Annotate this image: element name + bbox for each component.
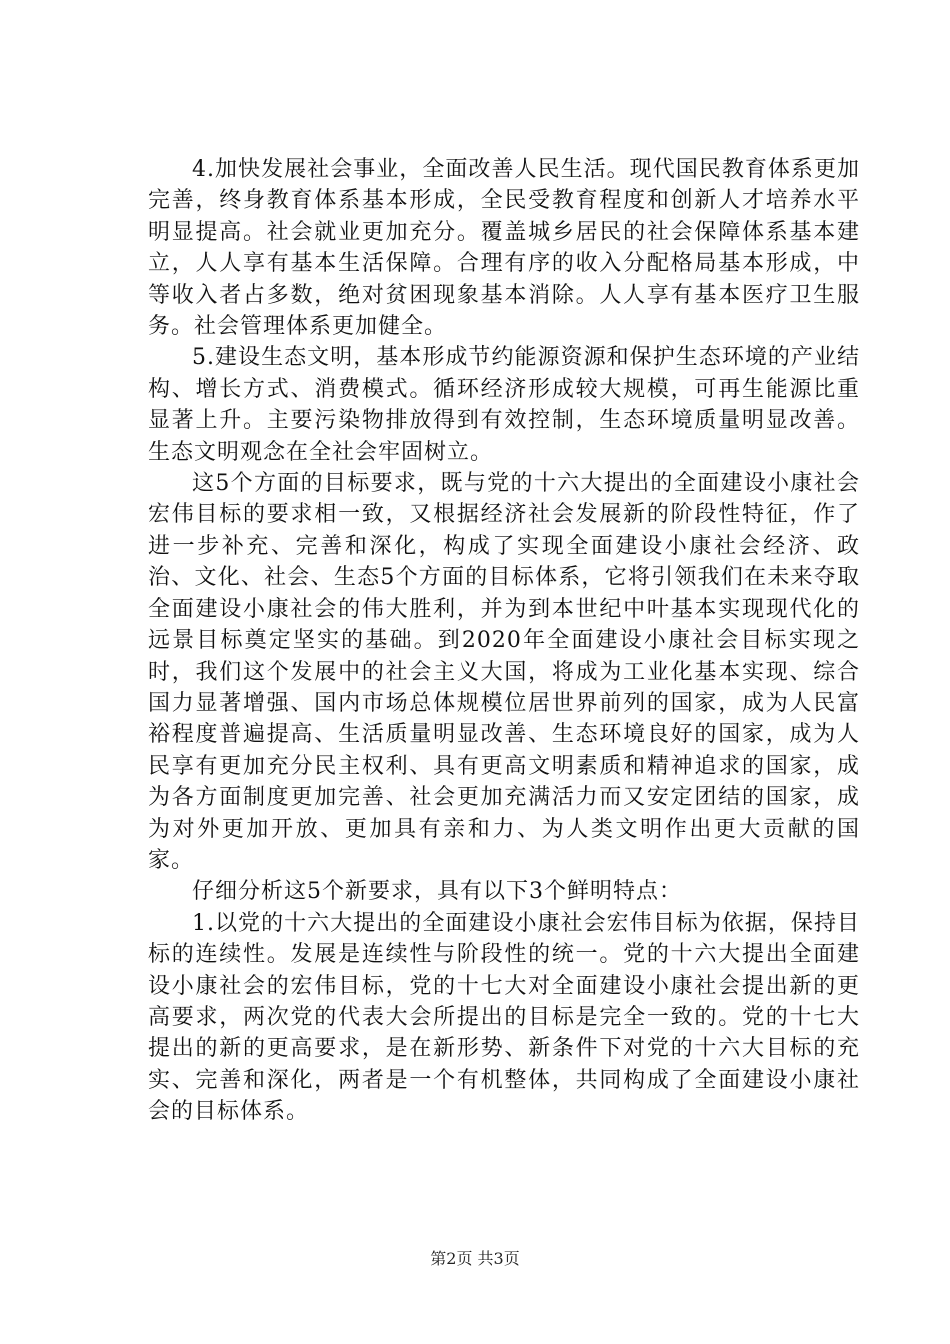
paragraph-analysis-intro: 仔细分析这5个新要求，具有以下3个鲜明特点： [192,879,682,905]
document-body [148,154,860,1128]
paragraph-summary: 这5个方面的目标要求，既与党的十六大提出的全面建设小康社会宏伟目标的要求相一致，又根据经济社会发展新的阶段性特征，作了进一步补充、完善和深化，构成了实现全面建设小康社会经济、政治、文化、社会、生态5个方面的目标体系，它将引领我们在未来夺取全面建设小康社会的伟大胜利，并为到本世纪中叶基本实现现代化的远景目标奠定坚实的基础。到2020年全面建设小康社会目标实现之时，我们这个发展中的社会主义大国，将成为工业化基本实现、综合国力显著增强、国内市场总体规模位居世界前列的国家，成为人民富裕程度普遍提高、生活质量明显改善、生态环境良好的国家，成为人民享有更加充分民主权利、具有更高文明素质和精神追求的国家，成为各方面制度更加完善、社会更加充满活力而又安定团结的国家，成为对外更加开放、更加具有亲和力、为人类文明作出更大贡献的国家。 [148,471,860,873]
paragraph-item-4: 4.加快发展社会事业，全面改善人民生活。现代国民教育体系更加完善，终身教育体系基本形成，全民受教育程度和创新人才培养水平明显提高。社会就业更加充分。覆盖城乡居民的社会保障体系基本建立，人人享有基本生活保障。合理有序的收入分配格局基本形成，中等收入者占多数，绝对贫困现象基本消除。人人享有基本医疗卫生服务。社会管理体系更加健全。 [148,157,860,340]
paragraph-feature-1: 1.以党的十六大提出的全面建设小康社会宏伟目标为依据，保持目标的连续性。发展是连续性与阶段性的统一。党的十六大提出全面建设小康社会的宏伟目标，党的十七大对全面建设小康社会提出新的更高要求，两次党的代表大会所提出的目标是完全一致的。党的十七大提出的新的更高要求，是在新形势、新条件下对党的十六大目标的充实、完善和深化，两者是一个有机整体，共同构成了全面建设小康社会的目标体系。 [148,910,860,1125]
page-footer: 第2页 共3页 [430,1249,520,1268]
paragraph-item-5: 5.建设生态文明，基本形成节约能源资源和保护生态环境的产业结构、增长方式、消费模式。循环经济形成较大规模，可再生能源比重显著上升。主要污染物排放得到有效控制，生态环境质量明显改善。生态文明观念在全社会牢固树立。 [148,345,860,465]
